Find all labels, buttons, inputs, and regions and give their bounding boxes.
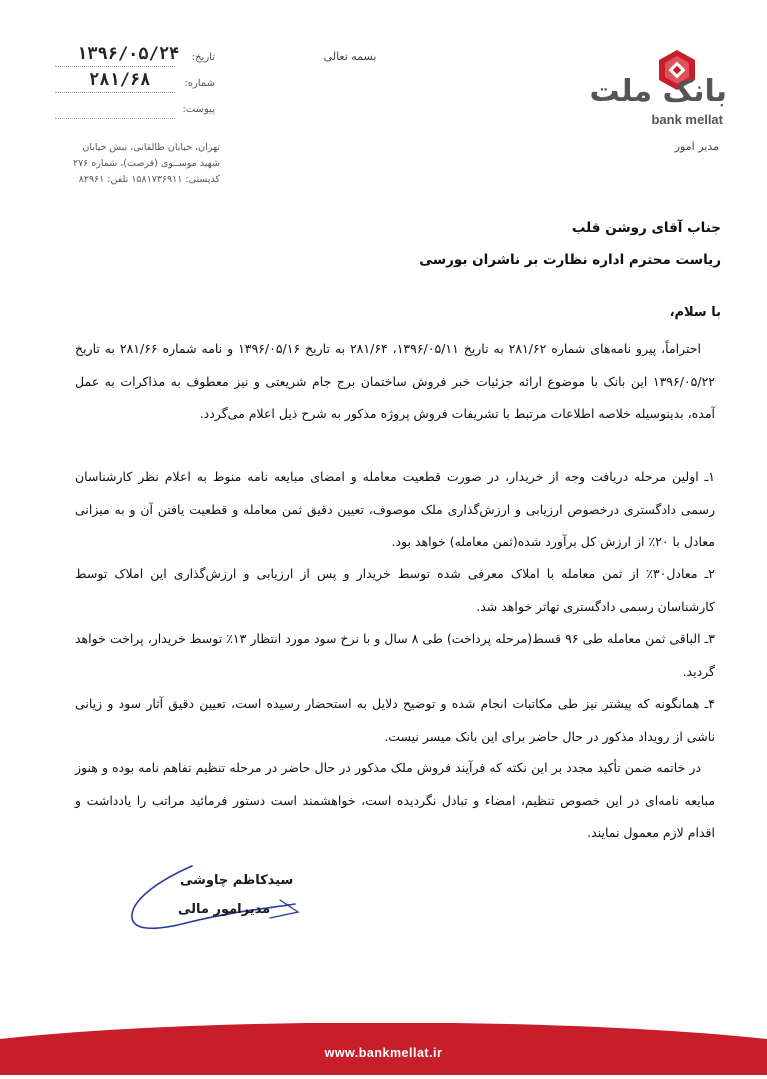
signatory-title: مدیرامور مالی bbox=[178, 902, 271, 917]
recipient-name: جناب آقای روشن قلب bbox=[571, 220, 721, 236]
recipient-title: ریاست محترم اداره نظارت بر ناشران بورسی bbox=[419, 252, 721, 268]
footer-url[interactable]: www.bankmellat.ir bbox=[324, 1046, 443, 1060]
address-line-2: شهید موســوی (فرصت)، شماره ۲۷۶ bbox=[72, 158, 220, 169]
number-label: شماره: bbox=[184, 78, 215, 89]
number-row bbox=[55, 70, 215, 102]
handwritten-signature bbox=[120, 860, 320, 940]
closing-paragraph: در خاتمه ضمن تأکید مجدد بر این نکته که فرآیند فروش ملک مذکور در حال حاضر در مرحله تنظیم تفاهم نامه بوده و هنوز مبایعه نامه‌ای در این خصوص تنظیم، امضاء و تبادل نگردیده است، خواهشمند است دستور فرمائید مراتب را یادداشت و اقدام لازم معمول نمایند. bbox=[75, 760, 715, 840]
address-line-3: کدپستی: ۱۵۸۱۷۳۶۹۱۱ تلفن: ۸۲۹۶۱ bbox=[78, 174, 220, 185]
date-label: تاریخ: bbox=[191, 52, 215, 63]
signatory-name: سیدکاظم چاوشی bbox=[180, 873, 294, 888]
number-value: ۲۸۱/۶۸ bbox=[89, 70, 151, 90]
address-line-1: تهران، خیابان طالقانی، نبش خیابان bbox=[82, 142, 220, 153]
bank-address bbox=[50, 140, 220, 188]
bank-name-en: bank mellat bbox=[651, 112, 723, 127]
greeting: با سلام، bbox=[669, 305, 721, 320]
basmala: بسمه تعالی bbox=[323, 50, 377, 63]
date-value: ۱۳۹۶/۰۵/۲۴ bbox=[77, 44, 180, 64]
intro-paragraph: احتراماً، پیرو نامه‌های شماره ۲۸۱/۶۲ به تاریخ ۱۳۹۶/۰۵/۱۱، ۲۸۱/۶۴ به تاریخ ۱۳۹۶/۰۵/۱۶ و نامه شماره ۲۸۱/۶۶ به تاریخ ۱۳۹۶/۰۵/۲۲ این بانک با موضوع ارائه جزئیات خبر فروش ساختمان برج جام شریعتی و نیز معطوف به مذاکرات به عمل آمده، بدینوسیله خلاصه اطلاعات مرتبط با تشریفات فروش پروژه مذکور به شرح ذیل اعلام می‌گردد. bbox=[75, 341, 715, 421]
item-2-paragraph: ۲ـ معادل۳۰٪ از ثمن معامله با املاک معرفی شده توسط خریدار و پس از ارزیابی و ارزش‌گذاری این املاک توسط کارشناسان رسمی دادگستری تهاتر خواهد شد. bbox=[75, 566, 715, 614]
bank-name-fa: بانک ملت bbox=[589, 74, 727, 109]
attachment-label: پیوست: bbox=[182, 104, 215, 115]
item-4-paragraph: ۴ـ همانگونه که پیشتر نیز طی مکاتبات انجام شده و توضیح دلایل به استحضار رسیده است، تعیین دقیق آثار سود و زیانی ناشی از رویداد مذکور در حال حاضر برای این بانک میسر نیست. bbox=[75, 696, 715, 744]
department-label: مدیر امور bbox=[674, 140, 719, 153]
item-1-paragraph: ۱ـ اولین مرحله دریافت وجه از خریدار، در صورت قطعیت معامله و امضای مبایعه نامه منوط به اعلام نظر کارشناسان رسمی دادگستری درخصوص ارزیابی و ارزش‌گذاری ملک موصوف، تعیین دقیق ثمن معامله و قطعیت یافتن آن و به میزانی معادل با ۲۰٪ از ارزش کل برآورد شده(ثمن معامله) خواهد بود. bbox=[75, 469, 715, 549]
attachment-row bbox=[55, 102, 215, 128]
item-3-paragraph: ۳ـ الباقی ثمن معامله طی ۹۶ قسط(مرحله پرداخت) طی ۸ سال و با نرخ سود مورد انتظار ۱۳٪ توسط خریدار، پراخت خواهد گردید. bbox=[75, 631, 715, 679]
letter-meta bbox=[55, 44, 215, 128]
